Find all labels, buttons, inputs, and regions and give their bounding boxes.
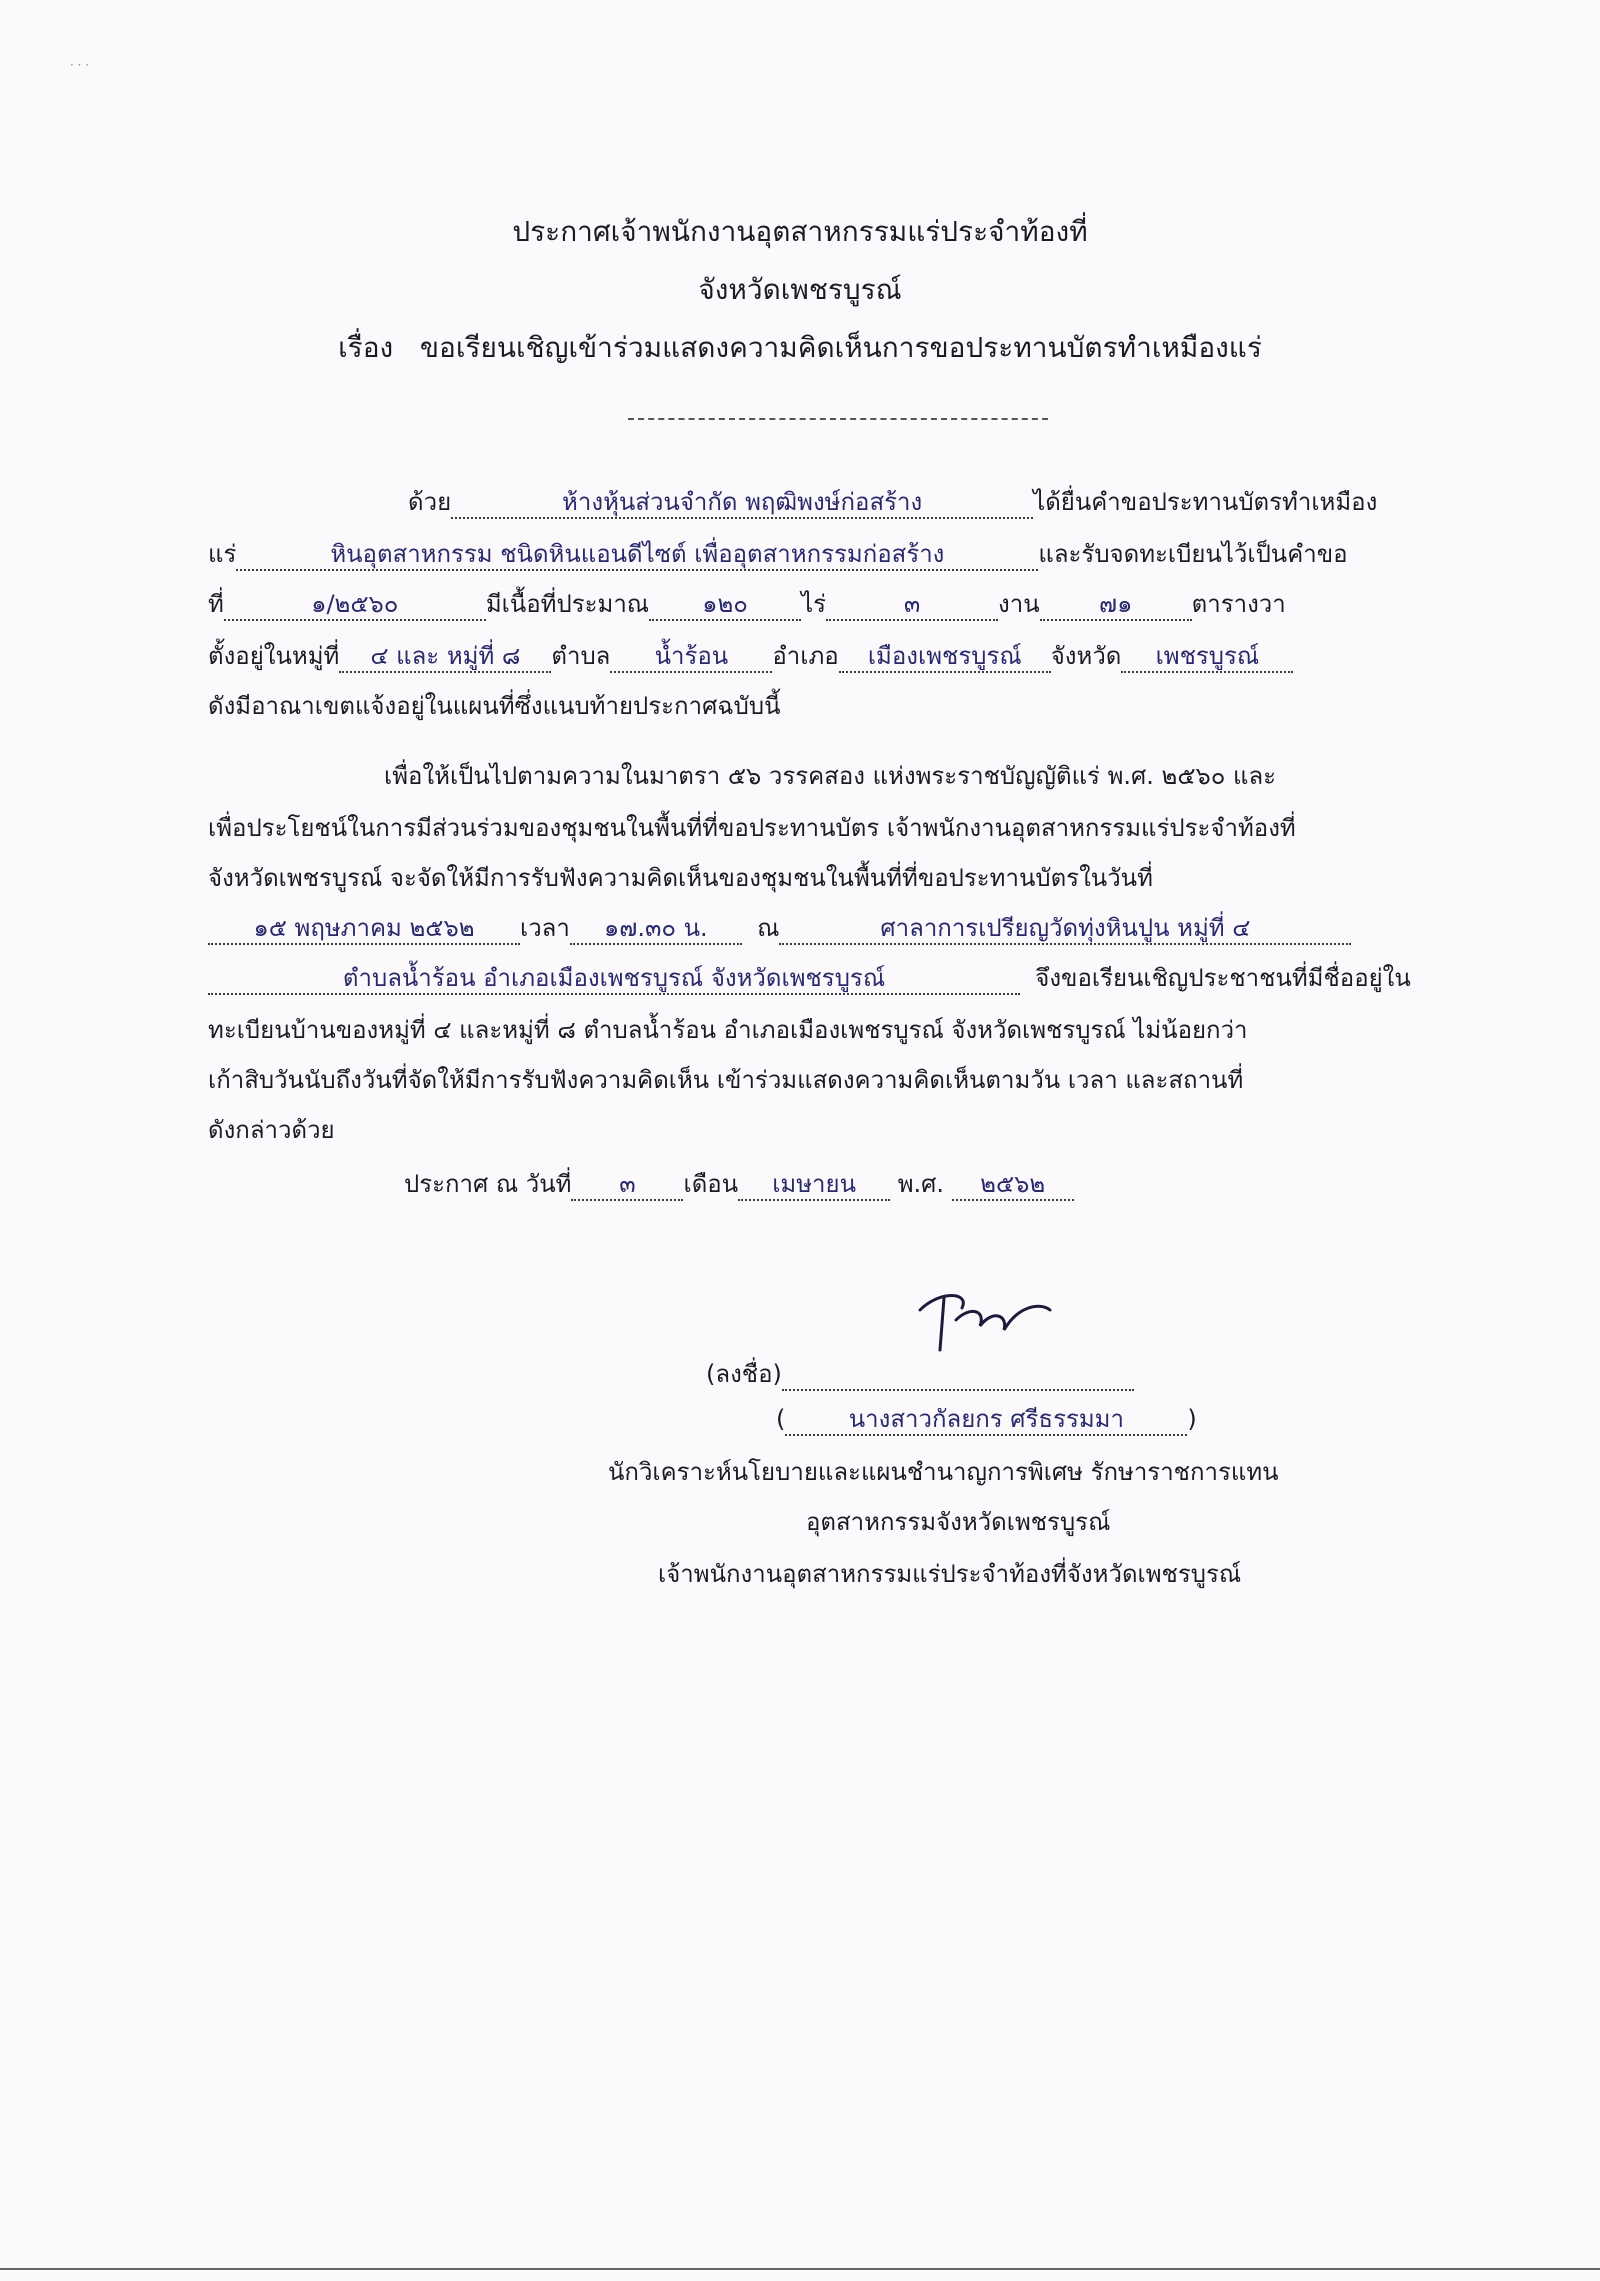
announce-date-line: ประกาศ ณ วันที่ ๓ เดือน เมษายน พ.ศ. ๒๕๖๒ [404,1164,1304,1203]
signer-name-line: ( นางสาวกัลยกร ศรีธรรมมา ) [776,1404,1197,1436]
tambon-field: น้ำร้อน [610,641,772,673]
signer-position-3: เจ้าพนักงานอุตสาหกรรมแร่ประจำท้องที่จังหวัดเพชรบูรณ์ [658,1560,1242,1588]
para2-line-2: เพื่อประโยชน์ในการมีส่วนร่วมของชุมชนในพื้นที่ที่ขอประทานบัตร เจ้าพนักงานอุตสาหกรรมแร่ประจำท้องที่ [208,814,1296,842]
title-separator [628,418,1048,420]
para1-line-2: แร่ หินอุตสาหกรรม ชนิดหินแอนดีไซต์ เพื่ออุตสาหกรรมก่อสร้าง และรับจดทะเบียนไว้เป็นคำขอ [208,534,1464,573]
applicant-field: ห้างหุ้นส่วนจำกัด พฤฒิพงษ์ก่อสร้าง [451,487,1033,519]
mineral-field: หินอุตสาหกรรม ชนิดหินแอนดีไซต์ เพื่ออุตสาหกรรมก่อสร้าง [236,539,1038,571]
province-field: เพชรบูรณ์ [1121,641,1293,673]
subject-line [0,326,1600,370]
hearing-place-field: ศาลาการเปรียญวัดทุ่งหินปูน หมู่ที่ ๔ [779,913,1351,945]
subject-text: ขอเรียนเชิญเข้าร่วมแสดงความคิดเห็นการขอประทานบัตรทำเหมืองแร่ [419,331,1262,364]
title-line-1: ประกาศเจ้าพนักงานอุตสาหกรรมแร่ประจำท้องที่ [512,215,1088,248]
moo-field: ๔ และ หมู่ที่ ๘ [339,641,551,673]
announce-day-field: ๓ [571,1169,683,1201]
para2-line-6: ทะเบียนบ้านของหมู่ที่ ๔ และหมู่ที่ ๘ ตำบลน้ำร้อน อำเภอเมืองเพชรบูรณ์ จังหวัดเพชรบูรณ์ ไม่น้อยกว่า [208,1016,1248,1044]
announce-month-field: เมษายน [738,1169,890,1201]
amphoe-field: เมืองเพชรบูรณ์ [839,641,1051,673]
hearing-date-field: ๑๕ พฤษภาคม ๒๕๖๒ [208,913,520,945]
sign-line: (ลงชื่อ) [706,1354,1134,1393]
ngan-field: ๓ [826,589,998,621]
page-bottom-edge [0,2268,1600,2270]
announce-year-field: ๒๕๖๒ [952,1169,1074,1201]
para2-line-7: เก้าสิบวันนับถึงวันที่จัดให้มีการรับฟังความคิดเห็น เข้าร่วมแสดงความคิดเห็นตามวัน เวลา และสถานที่ [208,1066,1244,1094]
para2-line-8: ดังกล่าวด้วย [208,1116,335,1144]
para1-line-3: ที่ ๑/๒๕๖๐ มีเนื้อที่ประมาณ ๑๒๐ ไร่ ๓ งาน ๗๑ ตารางวา [208,584,1464,623]
para1-line-1: ด้วย ห้างหุ้นส่วนจำกัด พฤฒิพงษ์ก่อสร้าง ได้ยื่นคำขอประทานบัตรทำเหมือง [208,482,1464,521]
para2-line-1: เพื่อให้เป็นไปตามความในมาตรา ๕๖ วรรคสอง แห่งพระราชบัญญัติแร่ พ.ศ. ๒๕๖๐ และ [384,762,1277,790]
hearing-place-field-2: ตำบลน้ำร้อน อำเภอเมืองเพชรบูรณ์ จังหวัดเพชรบูรณ์ [208,963,1020,995]
para1-line-5: ดังมีอาณาเขตแจ้งอยู่ในแผนที่ซึ่งแนบท้ายประกาศฉบับนี้ [208,692,781,720]
hearing-time-field: ๑๗.๓๐ น. [570,913,742,945]
scan-speck: · · · [70,58,90,72]
title-line-2: จังหวัดเพชรบูรณ์ [698,273,902,306]
request-number-field: ๑/๒๕๖๐ [224,589,486,621]
para2-line-4: ๑๕ พฤษภาคม ๒๕๖๒ เวลา ๑๗.๓๐ น. ณ ศาลาการเปรียญวัดทุ่งหินปูน หมู่ที่ ๔ [208,908,1464,947]
handwritten-signature [900,1280,1060,1360]
wa-field: ๗๑ [1040,589,1192,621]
subject-label: เรื่อง [338,331,394,364]
signer-position-2: อุตสาหกรรมจังหวัดเพชรบูรณ์ [806,1508,1111,1536]
para2-line-5: ตำบลน้ำร้อน อำเภอเมืองเพชรบูรณ์ จังหวัดเพชรบูรณ์ จึงขอเรียนเชิญประชาชนที่มีชื่ออยู่ใน [208,958,1464,997]
signer-name: นางสาวกัลยกร ศรีธรรมมา [785,1404,1187,1436]
signer-position-1: นักวิเคราะห์นโยบายและแผนชำนาญการพิเศษ รักษาราชการแทน [608,1458,1279,1486]
para1-line-4: ตั้งอยู่ในหมู่ที่ ๔ และ หมู่ที่ ๘ ตำบล น้ำร้อน อำเภอ เมืองเพชรบูรณ์ จังหวัด เพชรบูรณ์ [208,636,1464,675]
rai-field: ๑๒๐ [649,589,801,621]
para2-line-3: จังหวัดเพชรบูรณ์ จะจัดให้มีการรับฟังความคิดเห็นของชุมชนในพื้นที่ที่ขอประทานบัตรในวันที่ [208,864,1153,892]
